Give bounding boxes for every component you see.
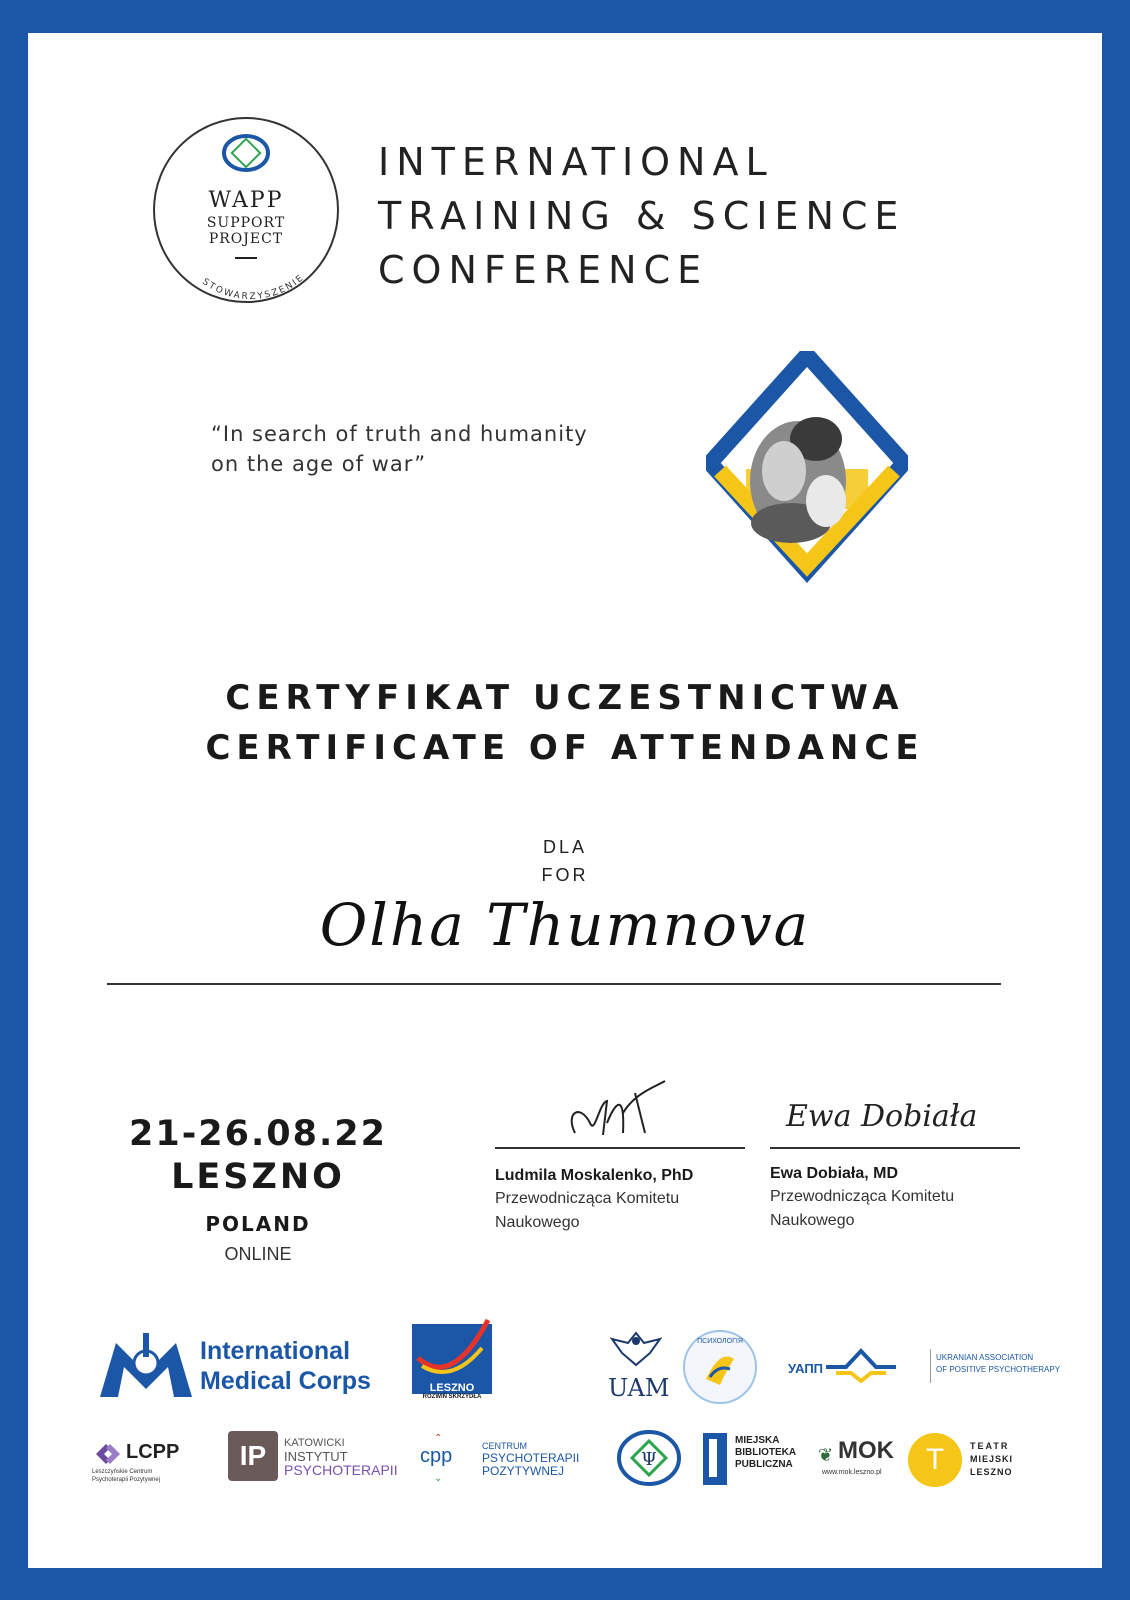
uam-university-logo (608, 1329, 670, 1403)
lcpp-line2: Psychoterapii Pozytywnej (92, 1477, 161, 1483)
event-city: LESZNO (171, 1157, 345, 1197)
motto-quote (211, 419, 588, 479)
signature-2-script: Ewa Dobiała (786, 1099, 978, 1134)
cpp-mark: cpp (420, 1445, 453, 1467)
uapp-line1: UKRANIAN ASSOCIATION (936, 1353, 1034, 1362)
city-library-logo (701, 1431, 821, 1491)
ukrainian-association-logo (788, 1343, 1061, 1393)
signer-role: Przewodnicząca Komitetu (770, 1188, 955, 1205)
library-line3: PUBLICZNA (735, 1459, 793, 1470)
seal-line1: WAPP (208, 188, 284, 213)
mok-logo (818, 1437, 894, 1483)
cpp-chevron-up-icon: ⌃ (434, 1433, 443, 1444)
uapp-abbr: УАПП (788, 1361, 824, 1376)
library-line1: MIEJSKA (735, 1435, 780, 1446)
event-mode: ONLINE (224, 1244, 292, 1264)
kip-line2: INSTYTUT (284, 1449, 348, 1464)
leszno-tagline: ROZWIŃ SKRZYDŁA (422, 1394, 482, 1400)
uapp-line2: OF POSITIVE PSYCHOTHERAPY (936, 1365, 1061, 1374)
theatre-line2: MIEJSKI (970, 1454, 1014, 1464)
handwritten-signature-1 (495, 1073, 745, 1147)
signer-name: Ludmila Moskalenko, PhD (495, 1167, 694, 1184)
handwritten-signature-2 (770, 1073, 1020, 1147)
cpp-line1: CENTRUM (482, 1441, 527, 1451)
signer-name: Ewa Dobiała, MD (770, 1165, 899, 1182)
uam-name: UAM (608, 1374, 670, 1402)
theatre-mark: T (908, 1433, 962, 1487)
conference-title-line: TRAINING & SCIENCE (378, 194, 906, 238)
wapp-seal-logo (151, 115, 341, 305)
conference-title-line: CONFERENCE (378, 248, 709, 292)
library-line2: BIBLIOTEKA (735, 1447, 797, 1458)
certificate-title (28, 673, 1102, 773)
conference-title-line: INTERNATIONAL (378, 140, 774, 184)
cpp-chevron-down-icon: ⌄ (434, 1473, 443, 1484)
lcpp-mark-icon (92, 1441, 124, 1467)
mok-leaf-icon: ❦ (818, 1445, 834, 1465)
imc-mark-icon (96, 1333, 196, 1399)
lcpp-logo (92, 1439, 222, 1487)
certificate-title-pl: CERTYFIKAT UCZESTNICTWA (225, 678, 905, 718)
theatre-line3: LESZNO (970, 1467, 1013, 1477)
for-label (28, 833, 1102, 889)
eagle-icon (608, 1329, 664, 1369)
quote-line: “In search of truth and humanity (211, 422, 588, 446)
psi-logo (616, 1429, 682, 1487)
signature-line (495, 1147, 745, 1149)
leszno-city-logo (412, 1318, 492, 1398)
kip-mark: IP (228, 1431, 278, 1481)
kip-line3: PSYCHOTERAPII (284, 1462, 398, 1478)
psi-mark: Ψ (641, 1449, 657, 1470)
for-label-en: FOR (541, 865, 589, 885)
leszno-name: LESZNO (429, 1382, 475, 1394)
seal-line3: PROJECT (208, 231, 284, 247)
mok-abbr: MOK (838, 1437, 894, 1464)
cpp-line2: PSYCHOTERAPII (482, 1451, 580, 1465)
certificate-page (28, 33, 1102, 1568)
signer-role: Naukowego (770, 1212, 855, 1229)
theatre-line1: TEATR (970, 1441, 1010, 1451)
lcpp-abbr: LCPP (126, 1441, 180, 1463)
event-country: POLAND (205, 1212, 311, 1236)
seal-line2: SUPPORT (206, 215, 286, 231)
signature-line (770, 1147, 1020, 1149)
municipal-theatre-logo (908, 1433, 1028, 1489)
seal-ring-text: STOWARZYSZENIE (200, 272, 307, 303)
lcpp-line1: Leszczyńskie Centrum (92, 1469, 153, 1475)
signature-block-1 (495, 1073, 745, 1235)
leszno-mark-icon (412, 1318, 492, 1398)
library-book-icon (701, 1431, 729, 1487)
kip-line1: KATOWICKI (284, 1437, 345, 1449)
signer-role: Naukowego (495, 1214, 580, 1231)
recipient-name: Olha Thumnova (319, 891, 811, 959)
certificate-title-en: CERTIFICATE OF ATTENDANCE (205, 728, 925, 768)
cpp-line3: POZYTYWNEJ (482, 1464, 565, 1478)
imc-line1: International (200, 1337, 351, 1365)
ukraine-diamond-emblem (706, 351, 908, 591)
event-dates: 21-26.08.22 (129, 1114, 387, 1154)
quote-line: on the age of war” (211, 452, 427, 476)
signer-role: Przewodnicząca Komitetu (495, 1190, 680, 1207)
international-medical-corps-logo (96, 1333, 396, 1403)
uapp-divider (930, 1349, 931, 1383)
conference-title (378, 135, 905, 297)
psychology-badge-icon (682, 1329, 758, 1405)
katowicki-institute-logo (228, 1431, 408, 1483)
for-label-pl: DLA (542, 837, 587, 857)
imc-line2: Medical Corps (200, 1367, 371, 1395)
event-details (108, 1113, 408, 1267)
name-underline (107, 983, 1001, 985)
signature-block-2 (770, 1073, 1020, 1233)
psychology-badge-logo (682, 1329, 758, 1405)
psi-diamond-icon (616, 1429, 682, 1487)
psych-name: ПСИХОЛОГІЯ (697, 1338, 743, 1345)
mok-url: www.mok.leszno.pl (822, 1469, 882, 1476)
cpp-centre-logo (420, 1433, 610, 1489)
uapp-mark-icon (826, 1347, 896, 1383)
